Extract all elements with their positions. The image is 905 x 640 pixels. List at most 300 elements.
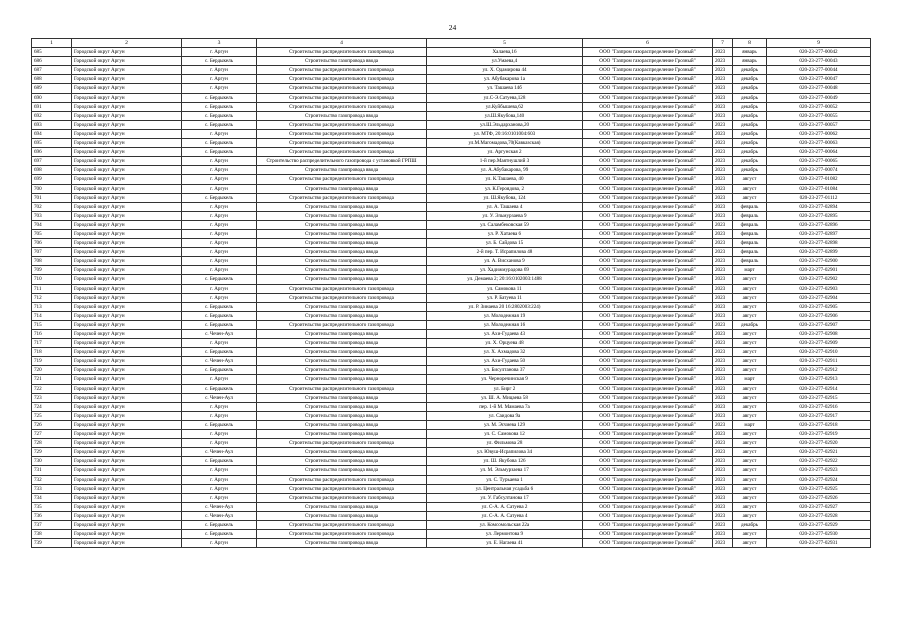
address-cell: 2-й пер. Т. Исрапилова 48 <box>427 248 583 257</box>
work-type-cell: Строительство газопровода ввода <box>257 311 427 320</box>
row-number-cell: 724 <box>32 402 72 411</box>
table-row <box>32 457 871 466</box>
year-cell: 2023 <box>713 93 733 102</box>
table-row <box>32 66 871 75</box>
organization-cell: ООО "Газпром газораспределение Грозный" <box>583 502 713 511</box>
table-row <box>32 275 871 284</box>
month-cell: декабрь <box>733 120 767 129</box>
row-number-cell: 716 <box>32 330 72 339</box>
row-number-cell: 692 <box>32 111 72 120</box>
code-cell: 020-23-277-02914 <box>767 384 871 393</box>
row-number-cell: 697 <box>32 157 72 166</box>
settlement-cell: г. Аргун <box>182 202 257 211</box>
district-cell: Городской округ Аргун <box>72 475 182 484</box>
month-cell: декабрь <box>733 166 767 175</box>
year-cell: 2023 <box>713 420 733 429</box>
code-cell: 020-23-277-02900 <box>767 257 871 266</box>
address-cell: ул. Бисултанова 37 <box>427 366 583 375</box>
row-number-cell: 687 <box>32 66 72 75</box>
row-number-cell: 701 <box>32 193 72 202</box>
table-row <box>32 348 871 357</box>
year-cell: 2023 <box>713 520 733 529</box>
month-cell: август <box>733 339 767 348</box>
year-cell: 2023 <box>713 302 733 311</box>
table-row <box>32 193 871 202</box>
district-cell: Городской округ Аргун <box>72 102 182 111</box>
work-type-cell: Строительство распределительного газопровода <box>257 93 427 102</box>
district-cell: Городской округ Аргун <box>72 257 182 266</box>
year-cell: 2023 <box>713 111 733 120</box>
year-cell: 2023 <box>713 411 733 420</box>
district-cell: Городской округ Аргун <box>72 239 182 248</box>
work-type-cell: Строительство газопровода ввода <box>257 348 427 357</box>
header-cell: 8 <box>733 39 767 48</box>
district-cell: Городской округ Аргун <box>72 339 182 348</box>
work-type-cell: Строительство газопровода ввода <box>257 229 427 238</box>
settlement-cell: г. Аргун <box>182 266 257 275</box>
year-cell: 2023 <box>713 148 733 157</box>
organization-cell: ООО "Газпром газораспределение Грозный" <box>583 493 713 502</box>
work-type-cell: Строительство газопровода ввода <box>257 511 427 520</box>
code-cell: 020-23-277-02911 <box>767 357 871 366</box>
district-cell: Городской округ Аргун <box>72 466 182 475</box>
row-number-cell: 726 <box>32 420 72 429</box>
row-number-cell: 709 <box>32 266 72 275</box>
month-cell: декабрь <box>733 93 767 102</box>
month-cell: август <box>733 348 767 357</box>
month-cell: февраль <box>733 211 767 220</box>
row-number-cell: 720 <box>32 366 72 375</box>
table-row <box>32 420 871 429</box>
work-type-cell: Строительство распределительного газопровода <box>257 493 427 502</box>
header-cell: 5 <box>427 39 583 48</box>
code-cell: 020-23-277-02905 <box>767 302 871 311</box>
work-type-cell: Строительство распределительного газопровода <box>257 320 427 329</box>
month-cell: январь <box>733 57 767 66</box>
row-number-cell: 734 <box>32 493 72 502</box>
month-cell: август <box>733 530 767 539</box>
settlement-cell: г. Аргун <box>182 84 257 93</box>
month-cell: декабрь <box>733 84 767 93</box>
address-cell: ул. Р. Зинаева 20 16:280200З:224) <box>427 302 583 311</box>
row-number-cell: 704 <box>32 220 72 229</box>
address-cell: ул. Молодежная 19 <box>427 311 583 320</box>
settlement-cell: г. Аргун <box>182 466 257 475</box>
month-cell: август <box>733 457 767 466</box>
district-cell: Городской округ Аргун <box>72 220 182 229</box>
code-cell: 020-23-277-00062 <box>767 129 871 138</box>
table-row <box>32 220 871 229</box>
address-cell: ул. Е. Нагаева 41 <box>427 539 583 548</box>
code-cell: 020-23-277-00057 <box>767 120 871 129</box>
month-cell: август <box>733 330 767 339</box>
year-cell: 2023 <box>713 129 733 138</box>
work-type-cell: Строительство газопровода ввода <box>257 57 427 66</box>
address-cell: ул. Р. Батуева 11 <box>427 293 583 302</box>
code-cell: 020-23-277-00047 <box>767 75 871 84</box>
settlement-cell: с. Бердыкель <box>182 384 257 393</box>
code-cell: 020-23-277-02899 <box>767 248 871 257</box>
table-row <box>32 75 871 84</box>
year-cell: 2023 <box>713 229 733 238</box>
month-cell: август <box>733 175 767 184</box>
row-number-cell: 728 <box>32 439 72 448</box>
address-cell: ул. Х. Орцуева 48 <box>427 339 583 348</box>
row-number-cell: 725 <box>32 411 72 420</box>
table-row <box>32 393 871 402</box>
table-row <box>32 284 871 293</box>
row-number-cell: 712 <box>32 293 72 302</box>
row-number-cell: 706 <box>32 239 72 248</box>
year-cell: 2023 <box>713 511 733 520</box>
year-cell: 2023 <box>713 448 733 457</box>
organization-cell: ООО "Газпром газораспределение Грозный" <box>583 411 713 420</box>
code-cell: 020-23-277-02919 <box>767 430 871 439</box>
month-cell: август <box>733 366 767 375</box>
code-cell: 020-23-277-02920 <box>767 439 871 448</box>
organization-cell: ООО "Газпром газораспределение Грозный" <box>583 330 713 339</box>
table-row <box>32 184 871 193</box>
organization-cell: ООО "Газпром газораспределение Грозный" <box>583 129 713 138</box>
year-cell: 2023 <box>713 357 733 366</box>
settlement-cell: с. Чечен-Аул <box>182 393 257 402</box>
district-cell: Городской округ Аргун <box>72 457 182 466</box>
district-cell: Городской округ Аргун <box>72 93 182 102</box>
settlement-cell: с. Чечен-Аул <box>182 502 257 511</box>
organization-cell: ООО "Газпром газораспределение Грозный" <box>583 448 713 457</box>
work-type-cell: Строительство распределительного газопровода <box>257 175 427 184</box>
row-number-cell: 703 <box>32 211 72 220</box>
year-cell: 2023 <box>713 211 733 220</box>
table-header-row <box>32 39 871 48</box>
code-cell: 020-23-277-02922 <box>767 457 871 466</box>
work-type-cell: Строительство газопровода ввода <box>257 502 427 511</box>
settlement-cell: с. Бердыкель <box>182 311 257 320</box>
table-row <box>32 148 871 157</box>
code-cell: 020-23-277-02904 <box>767 293 871 302</box>
district-cell: Городской округ Аргун <box>72 129 182 138</box>
table-row <box>32 57 871 66</box>
address-cell: ул. С. Турьаева 1 <box>427 475 583 484</box>
work-type-cell: Строительство распределительного газопровода с установкой ГРПШ <box>257 157 427 166</box>
work-type-cell: Строительство газопровода ввода <box>257 248 427 257</box>
district-cell: Городской округ Аргун <box>72 166 182 175</box>
address-cell: ул. Р. Хатаева 6 <box>427 229 583 238</box>
work-type-cell: Строительство распределительного газопровода <box>257 139 427 148</box>
work-type-cell: Строительство газопровода ввода <box>257 239 427 248</box>
month-cell: август <box>733 402 767 411</box>
address-cell: ул. МТФ, 20:16:0101004:603 <box>427 129 583 138</box>
month-cell: март <box>733 266 767 275</box>
address-cell: ул. А. Висханова 9 <box>427 257 583 266</box>
year-cell: 2023 <box>713 502 733 511</box>
settlement-cell: с. Бердыкель <box>182 302 257 311</box>
row-number-cell: 705 <box>32 229 72 238</box>
year-cell: 2023 <box>713 439 733 448</box>
address-cell: ул. Ахи-Гудаева 50 <box>427 357 583 366</box>
organization-cell: ООО "Газпром газораспределение Грозный" <box>583 220 713 229</box>
organization-cell: ООО "Газпром газораспределение Грозный" <box>583 120 713 129</box>
table-body <box>32 39 871 548</box>
address-cell: ул. Лермонтова 9 <box>427 530 583 539</box>
address-cell: ул.Ш.Эльдарханова,20 <box>427 120 583 129</box>
month-cell: декабрь <box>733 75 767 84</box>
row-number-cell: 731 <box>32 466 72 475</box>
settlement-cell: с. Чечен-Аул <box>182 511 257 520</box>
header-cell: 6 <box>583 39 713 48</box>
month-cell: август <box>733 511 767 520</box>
organization-cell: ООО "Газпром газораспределение Грозный" <box>583 284 713 293</box>
year-cell: 2023 <box>713 402 733 411</box>
code-cell: 020-23-277-00042 <box>767 48 871 57</box>
year-cell: 2023 <box>713 293 733 302</box>
settlement-cell: с. Бердыкель <box>182 120 257 129</box>
year-cell: 2023 <box>713 248 733 257</box>
address-cell: ул. С-А. А. Сатуева 4 <box>427 511 583 520</box>
year-cell: 2023 <box>713 66 733 75</box>
table-row <box>32 248 871 257</box>
row-number-cell: 727 <box>32 430 72 439</box>
row-number-cell: 700 <box>32 184 72 193</box>
address-cell: ул. Х. Одамирова 44 <box>427 66 583 75</box>
work-type-cell: Строительство газопровода ввода <box>257 402 427 411</box>
code-cell: 020-23-277-00043 <box>767 57 871 66</box>
year-cell: 2023 <box>713 330 733 339</box>
district-cell: Городской округ Аргун <box>72 530 182 539</box>
code-cell: 020-23-277-02908 <box>767 330 871 339</box>
settlement-cell: г. Аргун <box>182 439 257 448</box>
row-number-cell: 719 <box>32 357 72 366</box>
settlement-cell: г. Аргун <box>182 129 257 138</box>
table-row <box>32 157 871 166</box>
settlement-cell: г. Аргун <box>182 411 257 420</box>
row-number-cell: 695 <box>32 139 72 148</box>
row-number-cell: 708 <box>32 257 72 266</box>
row-number-cell: 715 <box>32 320 72 329</box>
settlement-cell: с. Бердыкель <box>182 320 257 329</box>
address-cell: ул. У. Эльмурзаева 9 <box>427 211 583 220</box>
month-cell: декабрь <box>733 66 767 75</box>
year-cell: 2023 <box>713 193 733 202</box>
code-cell: 020-23-277-02921 <box>767 448 871 457</box>
month-cell: август <box>733 311 767 320</box>
organization-cell: ООО "Газпром газораспределение Грозный" <box>583 57 713 66</box>
district-cell: Городской округ Аргун <box>72 539 182 548</box>
work-type-cell: Строительство газопровода ввода <box>257 393 427 402</box>
year-cell: 2023 <box>713 366 733 375</box>
organization-cell: ООО "Газпром газораспределение Грозный" <box>583 229 713 238</box>
work-type-cell: Строительство газопровода ввода <box>257 539 427 548</box>
settlement-cell: г. Аргун <box>182 293 257 302</box>
row-number-cell: 696 <box>32 148 72 157</box>
row-number-cell: 690 <box>32 93 72 102</box>
year-cell: 2023 <box>713 84 733 93</box>
settlement-cell: г. Аргун <box>182 248 257 257</box>
month-cell: февраль <box>733 248 767 257</box>
address-cell: ул. С-А. А. Сатуева 2 <box>427 502 583 511</box>
table-row <box>32 511 871 520</box>
code-cell: 020-23-277-02926 <box>767 493 871 502</box>
year-cell: 2023 <box>713 466 733 475</box>
work-type-cell: Строительство газопровода ввода <box>257 366 427 375</box>
year-cell: 2023 <box>713 493 733 502</box>
work-type-cell: Строительство распределительного газопровода <box>257 148 427 157</box>
work-type-cell: Строительство газопровода ввода <box>257 457 427 466</box>
work-type-cell: Строительство газопровода ввода <box>257 466 427 475</box>
table-row <box>32 111 871 120</box>
district-cell: Городской округ Аргун <box>72 184 182 193</box>
table-row <box>32 402 871 411</box>
code-cell: 020-23-277-00074 <box>767 166 871 175</box>
year-cell: 2023 <box>713 102 733 111</box>
row-number-cell: 730 <box>32 457 72 466</box>
month-cell: декабрь <box>733 139 767 148</box>
organization-cell: ООО "Газпром газораспределение Грозный" <box>583 511 713 520</box>
code-cell: 020-23-277-02915 <box>767 393 871 402</box>
organization-cell: ООО "Газпром газораспределение Грозный" <box>583 357 713 366</box>
month-cell: март <box>733 375 767 384</box>
table-row <box>32 93 871 102</box>
organization-cell: ООО "Газпром газораспределение Грозный" <box>583 66 713 75</box>
year-cell: 2023 <box>713 393 733 402</box>
settlement-cell: с. Бердыкель <box>182 139 257 148</box>
month-cell: август <box>733 302 767 311</box>
year-cell: 2023 <box>713 311 733 320</box>
settlement-cell: г. Аргун <box>182 175 257 184</box>
settlement-cell: г. Аргун <box>182 375 257 384</box>
row-number-cell: 694 <box>32 129 72 138</box>
work-type-cell: Строительство газопровода ввода <box>257 375 427 384</box>
row-number-cell: 713 <box>32 302 72 311</box>
district-cell: Городской округ Аргун <box>72 302 182 311</box>
work-type-cell: Строительство газопровода ввода <box>257 184 427 193</box>
work-type-cell: Строительство газопровода ввода <box>257 330 427 339</box>
district-cell: Городской округ Аргун <box>72 84 182 93</box>
table-row <box>32 448 871 457</box>
address-cell: ул. Самокова 11 <box>427 284 583 293</box>
month-cell: декабрь <box>733 320 767 329</box>
work-type-cell: Строительство газопровода ввода <box>257 266 427 275</box>
address-cell: ул. Аргунская 2 <box>427 148 583 157</box>
district-cell: Городской округ Аргун <box>72 375 182 384</box>
code-cell: 020-23-277-02897 <box>767 229 871 238</box>
row-number-cell: 693 <box>32 120 72 129</box>
table-row <box>32 229 871 238</box>
district-cell: Городской округ Аргун <box>72 448 182 457</box>
organization-cell: ООО "Газпром газораспределение Грозный" <box>583 175 713 184</box>
year-cell: 2023 <box>713 257 733 266</box>
month-cell: август <box>733 502 767 511</box>
code-cell: 020-23-277-02906 <box>767 311 871 320</box>
settlement-cell: г. Аргун <box>182 239 257 248</box>
settlement-cell: г. Аргун <box>182 284 257 293</box>
settlement-cell: г. Аргун <box>182 475 257 484</box>
work-type-cell: Строительство распределительного газопровода <box>257 384 427 393</box>
organization-cell: ООО "Газпром газораспределение Грозный" <box>583 339 713 348</box>
settlement-cell: г. Аргун <box>182 220 257 229</box>
work-type-cell: Строительство распределительного газопровода <box>257 284 427 293</box>
year-cell: 2023 <box>713 484 733 493</box>
district-cell: Городской округ Аргун <box>72 311 182 320</box>
year-cell: 2023 <box>713 375 733 384</box>
work-type-cell: Строительство газопровода ввода <box>257 220 427 229</box>
work-type-cell: Строительство распределительного газопровода <box>257 439 427 448</box>
year-cell: 2023 <box>713 202 733 211</box>
district-cell: Городской округ Аргун <box>72 484 182 493</box>
year-cell: 2023 <box>713 348 733 357</box>
organization-cell: ООО "Газпром газораспределение Грозный" <box>583 348 713 357</box>
code-cell: 020-23-277-02907 <box>767 320 871 329</box>
organization-cell: ООО "Газпром газораспределение Грозный" <box>583 402 713 411</box>
row-number-cell: 707 <box>32 248 72 257</box>
row-number-cell: 736 <box>32 511 72 520</box>
header-cell: 1 <box>32 39 72 48</box>
table-row <box>32 239 871 248</box>
district-cell: Городской округ Аргун <box>72 202 182 211</box>
code-cell: 020-23-277-02923 <box>767 466 871 475</box>
district-cell: Городской округ Аргун <box>72 293 182 302</box>
district-cell: Городской округ Аргун <box>72 66 182 75</box>
address-cell: ул. У. Габсултанова 17 <box>427 493 583 502</box>
district-cell: Городской округ Аргун <box>72 266 182 275</box>
settlement-cell: г. Аргун <box>182 229 257 238</box>
code-cell: 020-23-277-02895 <box>767 211 871 220</box>
settlement-cell: с. Бердыкель <box>182 148 257 157</box>
address-cell: ул. Саламбековская 59 <box>427 220 583 229</box>
organization-cell: ООО "Газпром газораспределение Грозный" <box>583 184 713 193</box>
organization-cell: ООО "Газпром газораспределение Грозный" <box>583 384 713 393</box>
settlement-cell: с. Чечен-Аул <box>182 357 257 366</box>
address-cell: ул. Центральная усадьба 6 <box>427 484 583 493</box>
settlement-cell: г. Аргун <box>182 75 257 84</box>
district-cell: Городской округ Аргун <box>72 393 182 402</box>
year-cell: 2023 <box>713 175 733 184</box>
address-cell: ул. Молодежная 16 <box>427 320 583 329</box>
row-number-cell: 723 <box>32 393 72 402</box>
code-cell: 020-23-277-00063 <box>767 139 871 148</box>
address-cell: ул. Абубакарова 1а <box>427 75 583 84</box>
month-cell: декабрь <box>733 157 767 166</box>
table-row <box>32 384 871 393</box>
district-cell: Городской округ Аргун <box>72 439 182 448</box>
district-cell: Городской округ Аргун <box>72 211 182 220</box>
work-type-cell: Строительство газопровода ввода <box>257 211 427 220</box>
organization-cell: ООО "Газпром газораспределение Грозный" <box>583 530 713 539</box>
work-type-cell: Строительство распределительного газопровода <box>257 75 427 84</box>
month-cell: август <box>733 193 767 202</box>
district-cell: Городской округ Аргун <box>72 511 182 520</box>
settlement-cell: г. Аргун <box>182 339 257 348</box>
work-type-cell: Строительство распределительного газопровода <box>257 102 427 111</box>
organization-cell: ООО "Газпром газораспределение Грозный" <box>583 484 713 493</box>
work-type-cell: Строительство распределительного газопровода <box>257 129 427 138</box>
settlement-cell: с. Бердыкель <box>182 520 257 529</box>
code-cell: 020-23-277-02918 <box>767 420 871 429</box>
work-type-cell: Строительство газопровода ввода <box>257 166 427 175</box>
organization-cell: ООО "Газпром газораспределение Грозный" <box>583 420 713 429</box>
work-type-cell: Строительство газопровода ввода <box>257 202 427 211</box>
row-number-cell: 688 <box>32 75 72 84</box>
work-type-cell: Строительство газопровода ввода <box>257 448 427 457</box>
work-type-cell: Строительство распределительного газопровода <box>257 484 427 493</box>
code-cell: 020-23-277-00048 <box>767 84 871 93</box>
district-cell: Городской округ Аргун <box>72 420 182 429</box>
code-cell: 020-23-277-02917 <box>767 411 871 420</box>
district-cell: Городской округ Аргун <box>72 120 182 129</box>
district-cell: Городской округ Аргун <box>72 248 182 257</box>
organization-cell: ООО "Газпром газораспределение Грозный" <box>583 166 713 175</box>
code-cell: 020-23-277-02924 <box>767 475 871 484</box>
